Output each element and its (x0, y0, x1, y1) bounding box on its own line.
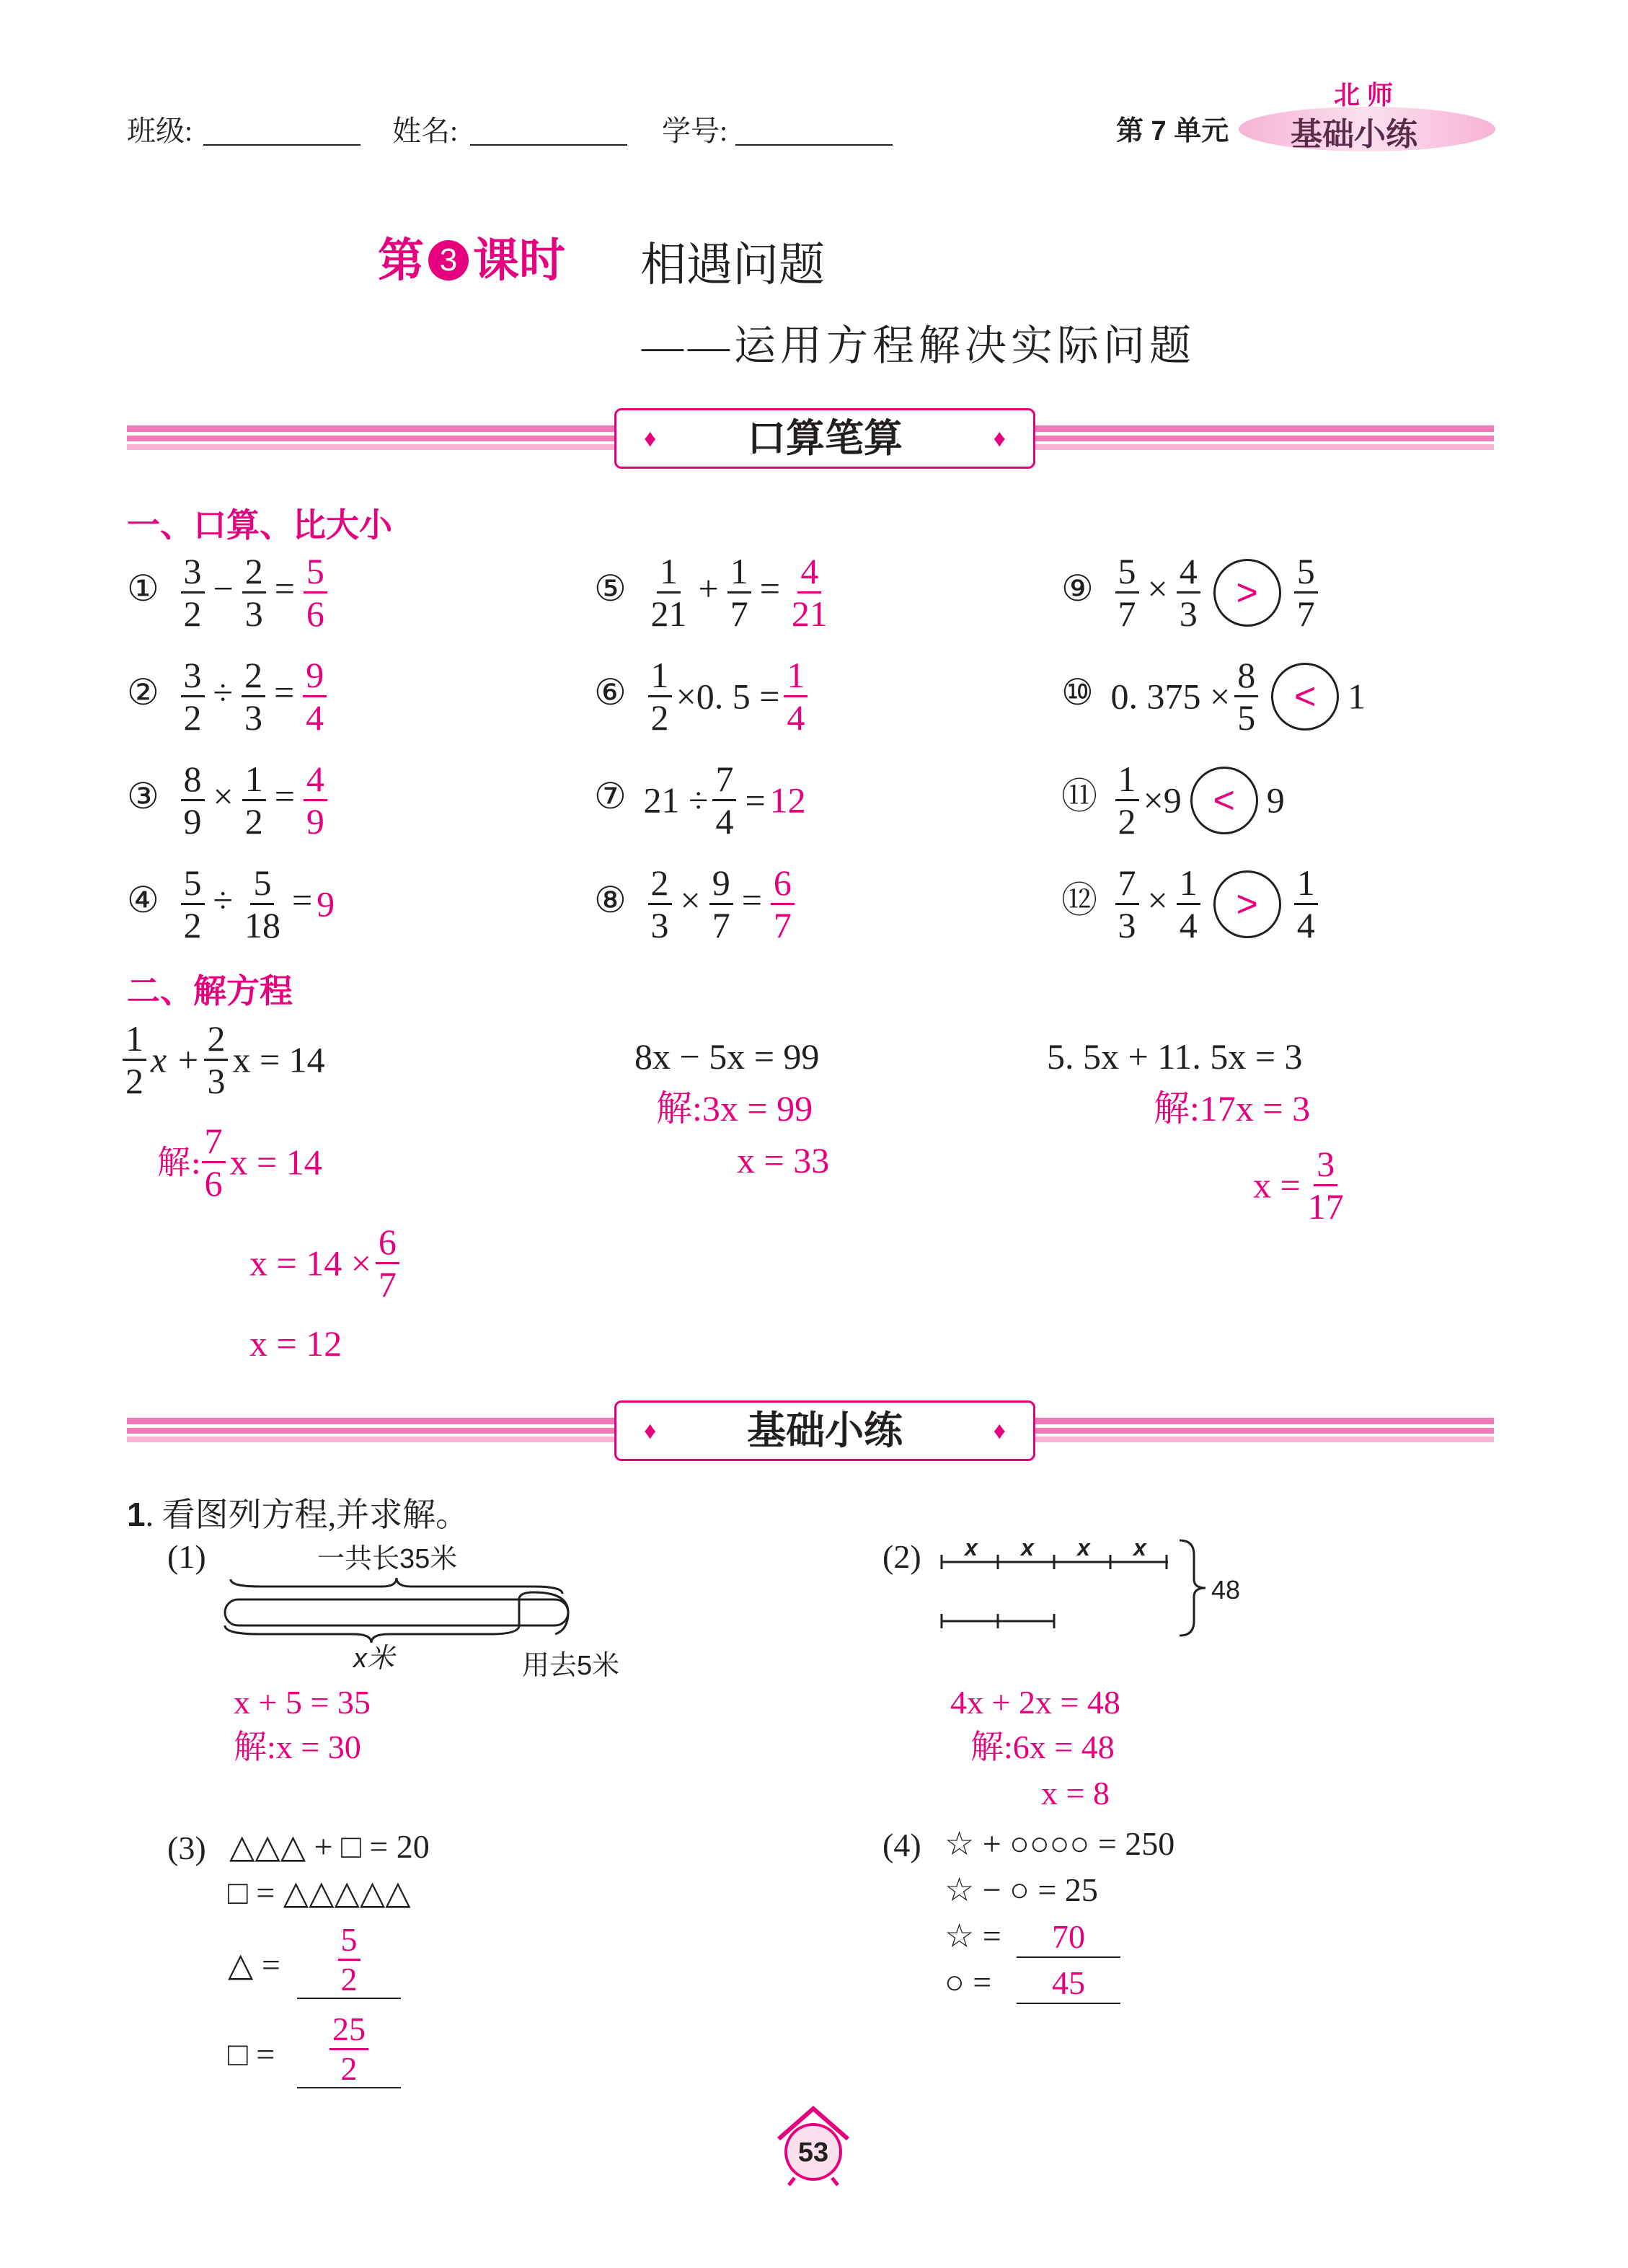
id-blank[interactable] (735, 144, 893, 146)
problem-number: ⑩ (1061, 671, 1094, 712)
q1-part-2-seg-3: x (1077, 1535, 1090, 1561)
diamond-icon: ♦ (644, 425, 657, 452)
problem-9: ⑨ $\frac{5}{7}$ × $\frac{4}{3}$ > $\frac{5}{7}$ (1061, 551, 1322, 634)
id-label: 学号: (662, 115, 728, 147)
answer: $\frac{4}{21}$ (791, 551, 828, 634)
problem-5: ⑤ $\frac{1}{21}$ + $\frac{1}{7}$ = $\frac{4}{21}$ (594, 551, 835, 634)
equation-1: $\frac{1}{2}$ x + $\frac{2}{3}$ x = 14 (123, 1018, 325, 1101)
section-title-2-text: 基础小练 (747, 1409, 903, 1452)
class-label: 班级: (127, 115, 193, 147)
section-title-1 (614, 408, 1035, 469)
q1-part-4-line-2: ☆ − ○ = 25 (944, 1871, 1098, 1908)
problem-number: ⑨ (1061, 568, 1094, 609)
q1-part-4-line-1: ☆ + ○○○○ = 250 (944, 1825, 1175, 1862)
problem-10: ⑩ 0. 375 × $\frac{8}{5}$ < 1 (1061, 655, 1366, 738)
problem-number: ⑫ (1061, 879, 1097, 920)
q1-part-2-answer-2: 解:6x = 48 (970, 1729, 1115, 1765)
problem-7: ⑦ 21 ÷ $\frac{7}{4}$ = 12 (594, 759, 806, 842)
problem-number: ④ (127, 879, 159, 920)
answer: $\frac{9}{4}$ (303, 655, 327, 738)
part-1-title: 一、口算、比大小 (127, 506, 392, 544)
page-title: 相遇问题 (640, 239, 825, 291)
problem-3: ③ $\frac{8}{9}$ × $\frac{1}{2}$ = $\frac{4}{9}$ (127, 759, 332, 842)
problem-number: ⑤ (594, 568, 627, 609)
lesson-badge (378, 224, 565, 290)
answer: $\frac{6}{7}$ (771, 862, 795, 945)
brand-top: 北 师 (1334, 80, 1394, 110)
diamond-icon: ♦ (993, 425, 1006, 452)
q1-part-3-line-2: □ = △△△△△ (228, 1874, 411, 1911)
q1-part-4-circle-label: ○ = (944, 1964, 992, 2000)
q1-part-1-diagram (216, 1572, 577, 1651)
name-blank[interactable] (470, 144, 627, 146)
compare-answer[interactable]: < (1271, 663, 1339, 731)
problem-4: ④ $\frac{5}{2}$ ÷ $\frac{5}{18}$ = 9 (127, 862, 335, 945)
q1-part-3-triangle-answer[interactable]: $\frac{5}{2}$ (297, 1921, 401, 1999)
diamond-icon: ♦ (644, 1417, 657, 1444)
problem-number: ③ (127, 775, 159, 816)
q1-part-4-star-label: ☆ = (944, 1918, 1001, 1954)
problem-2: ② $\frac{3}{2}$ ÷ $\frac{2}{3}$ = $\frac{9}{4}$ (127, 655, 331, 738)
q1-part-4-label: (4) (882, 1827, 921, 1863)
unit-label: 第 7 单元 (1116, 116, 1229, 146)
equation-3: 5. 5x + 11. 5x = 3 (1047, 1036, 1303, 1077)
page-number: 53 (797, 2137, 829, 2168)
name-label: 姓名: (392, 115, 459, 147)
equation-3-step-1: 解:17x = 3 (1154, 1088, 1311, 1129)
problem-number: ② (127, 671, 159, 712)
q1-part-3-line-1: △△△ + □ = 20 (229, 1828, 430, 1865)
part-2-title: 二、解方程 (127, 972, 293, 1010)
page-subtitle: ——运用方程解决实际问题 (642, 322, 1196, 369)
problem-8: ⑧ $\frac{2}{3}$ × $\frac{9}{7}$ = $\frac{6}{7}$ (594, 862, 799, 945)
answer: $\frac{4}{9}$ (304, 759, 327, 842)
lesson-prefix: 第 (378, 234, 424, 286)
q1-part-1-answer-1: x + 5 = 35 (234, 1684, 371, 1721)
section-title-1-text: 口算笔算 (747, 417, 903, 460)
q1-part-3-triangle-label: △ = (228, 1946, 280, 1983)
q1-part-1-total: 一共长35米 (317, 1544, 458, 1574)
q1-part-4-star-answer[interactable]: 70 (1017, 1917, 1120, 1958)
compare-answer[interactable]: < (1190, 767, 1258, 834)
q1-part-2-seg-2: x (1021, 1535, 1034, 1561)
lesson-suffix: 课时 (473, 234, 565, 286)
lesson-number: 3 (428, 240, 469, 281)
q1-part-2-total: 48 (1211, 1575, 1241, 1605)
q1-part-3-square-label: □ = (228, 2036, 275, 2073)
equation-2: 8x − 5x = 99 (634, 1036, 820, 1077)
equation-1-step-2: x = 14 × $\frac{6}{7}$ (249, 1222, 404, 1305)
problem-number: ⑥ (594, 671, 627, 712)
problem-11: ⑪ $\frac{1}{2}$ ×9 < 9 (1061, 759, 1285, 842)
q1-part-3-square-answer[interactable]: $\frac{25}{2}$ (297, 2011, 401, 2088)
section-title-2 (614, 1400, 1035, 1461)
problem-number: ⑦ (594, 775, 627, 816)
equation-1-step-1: 解: $\frac{7}{6}$ x = 14 (157, 1121, 322, 1204)
q1-part-2-label: (2) (882, 1538, 921, 1575)
q1-part-3-label: (3) (167, 1830, 206, 1866)
q1-part-2-answer-1: 4x + 2x = 48 (950, 1684, 1120, 1721)
compare-answer[interactable]: > (1213, 870, 1281, 938)
q1-part-2-seg-4: x (1133, 1535, 1146, 1561)
answer: 9 (317, 883, 335, 925)
q1-part-1-used: 用去5米 (522, 1651, 620, 1681)
answer: $\frac{1}{4}$ (784, 655, 808, 738)
problem-1: ① $\frac{3}{2}$ − $\frac{2}{3}$ = $\frac{5}{6}$ (127, 551, 332, 634)
q1-part-4-circle-answer[interactable]: 45 (1017, 1963, 1120, 2004)
problem-number: ⑪ (1061, 775, 1097, 816)
question-1-stem: 1. 看图列方程,并求解。 (127, 1496, 469, 1533)
class-blank[interactable] (203, 144, 360, 146)
answer: 12 (769, 780, 806, 821)
q1-part-1-x: x米 (353, 1643, 395, 1674)
problem-6: ⑥ $\frac{1}{2}$ ×0. 5 = $\frac{1}{4}$ (594, 655, 812, 738)
q1-part-2-seg-1: x (965, 1535, 978, 1561)
problem-number: ① (127, 568, 159, 609)
q1-part-1-answer-2: 解:x = 30 (234, 1729, 361, 1765)
q1-part-2-answer-3: x = 8 (1041, 1775, 1110, 1812)
equation-2-step-1: 解:3x = 99 (656, 1088, 813, 1129)
q1-part-1-label: (1) (167, 1538, 206, 1575)
equation-2-step-2: x = 33 (737, 1140, 830, 1181)
diamond-icon: ♦ (993, 1417, 1006, 1444)
answer: $\frac{5}{6}$ (304, 551, 327, 634)
equation-1-step-3: x = 12 (249, 1323, 342, 1364)
problem-number: ⑧ (594, 879, 627, 920)
brand-main: 基础小练 (1291, 117, 1417, 152)
problem-12: ⑫ $\frac{7}{3}$ × $\frac{1}{4}$ > $\frac{1}{4}$ (1061, 862, 1322, 945)
equation-3-step-2: x = $\frac{3}{17}$ (1253, 1144, 1344, 1227)
compare-answer[interactable]: > (1213, 559, 1281, 627)
